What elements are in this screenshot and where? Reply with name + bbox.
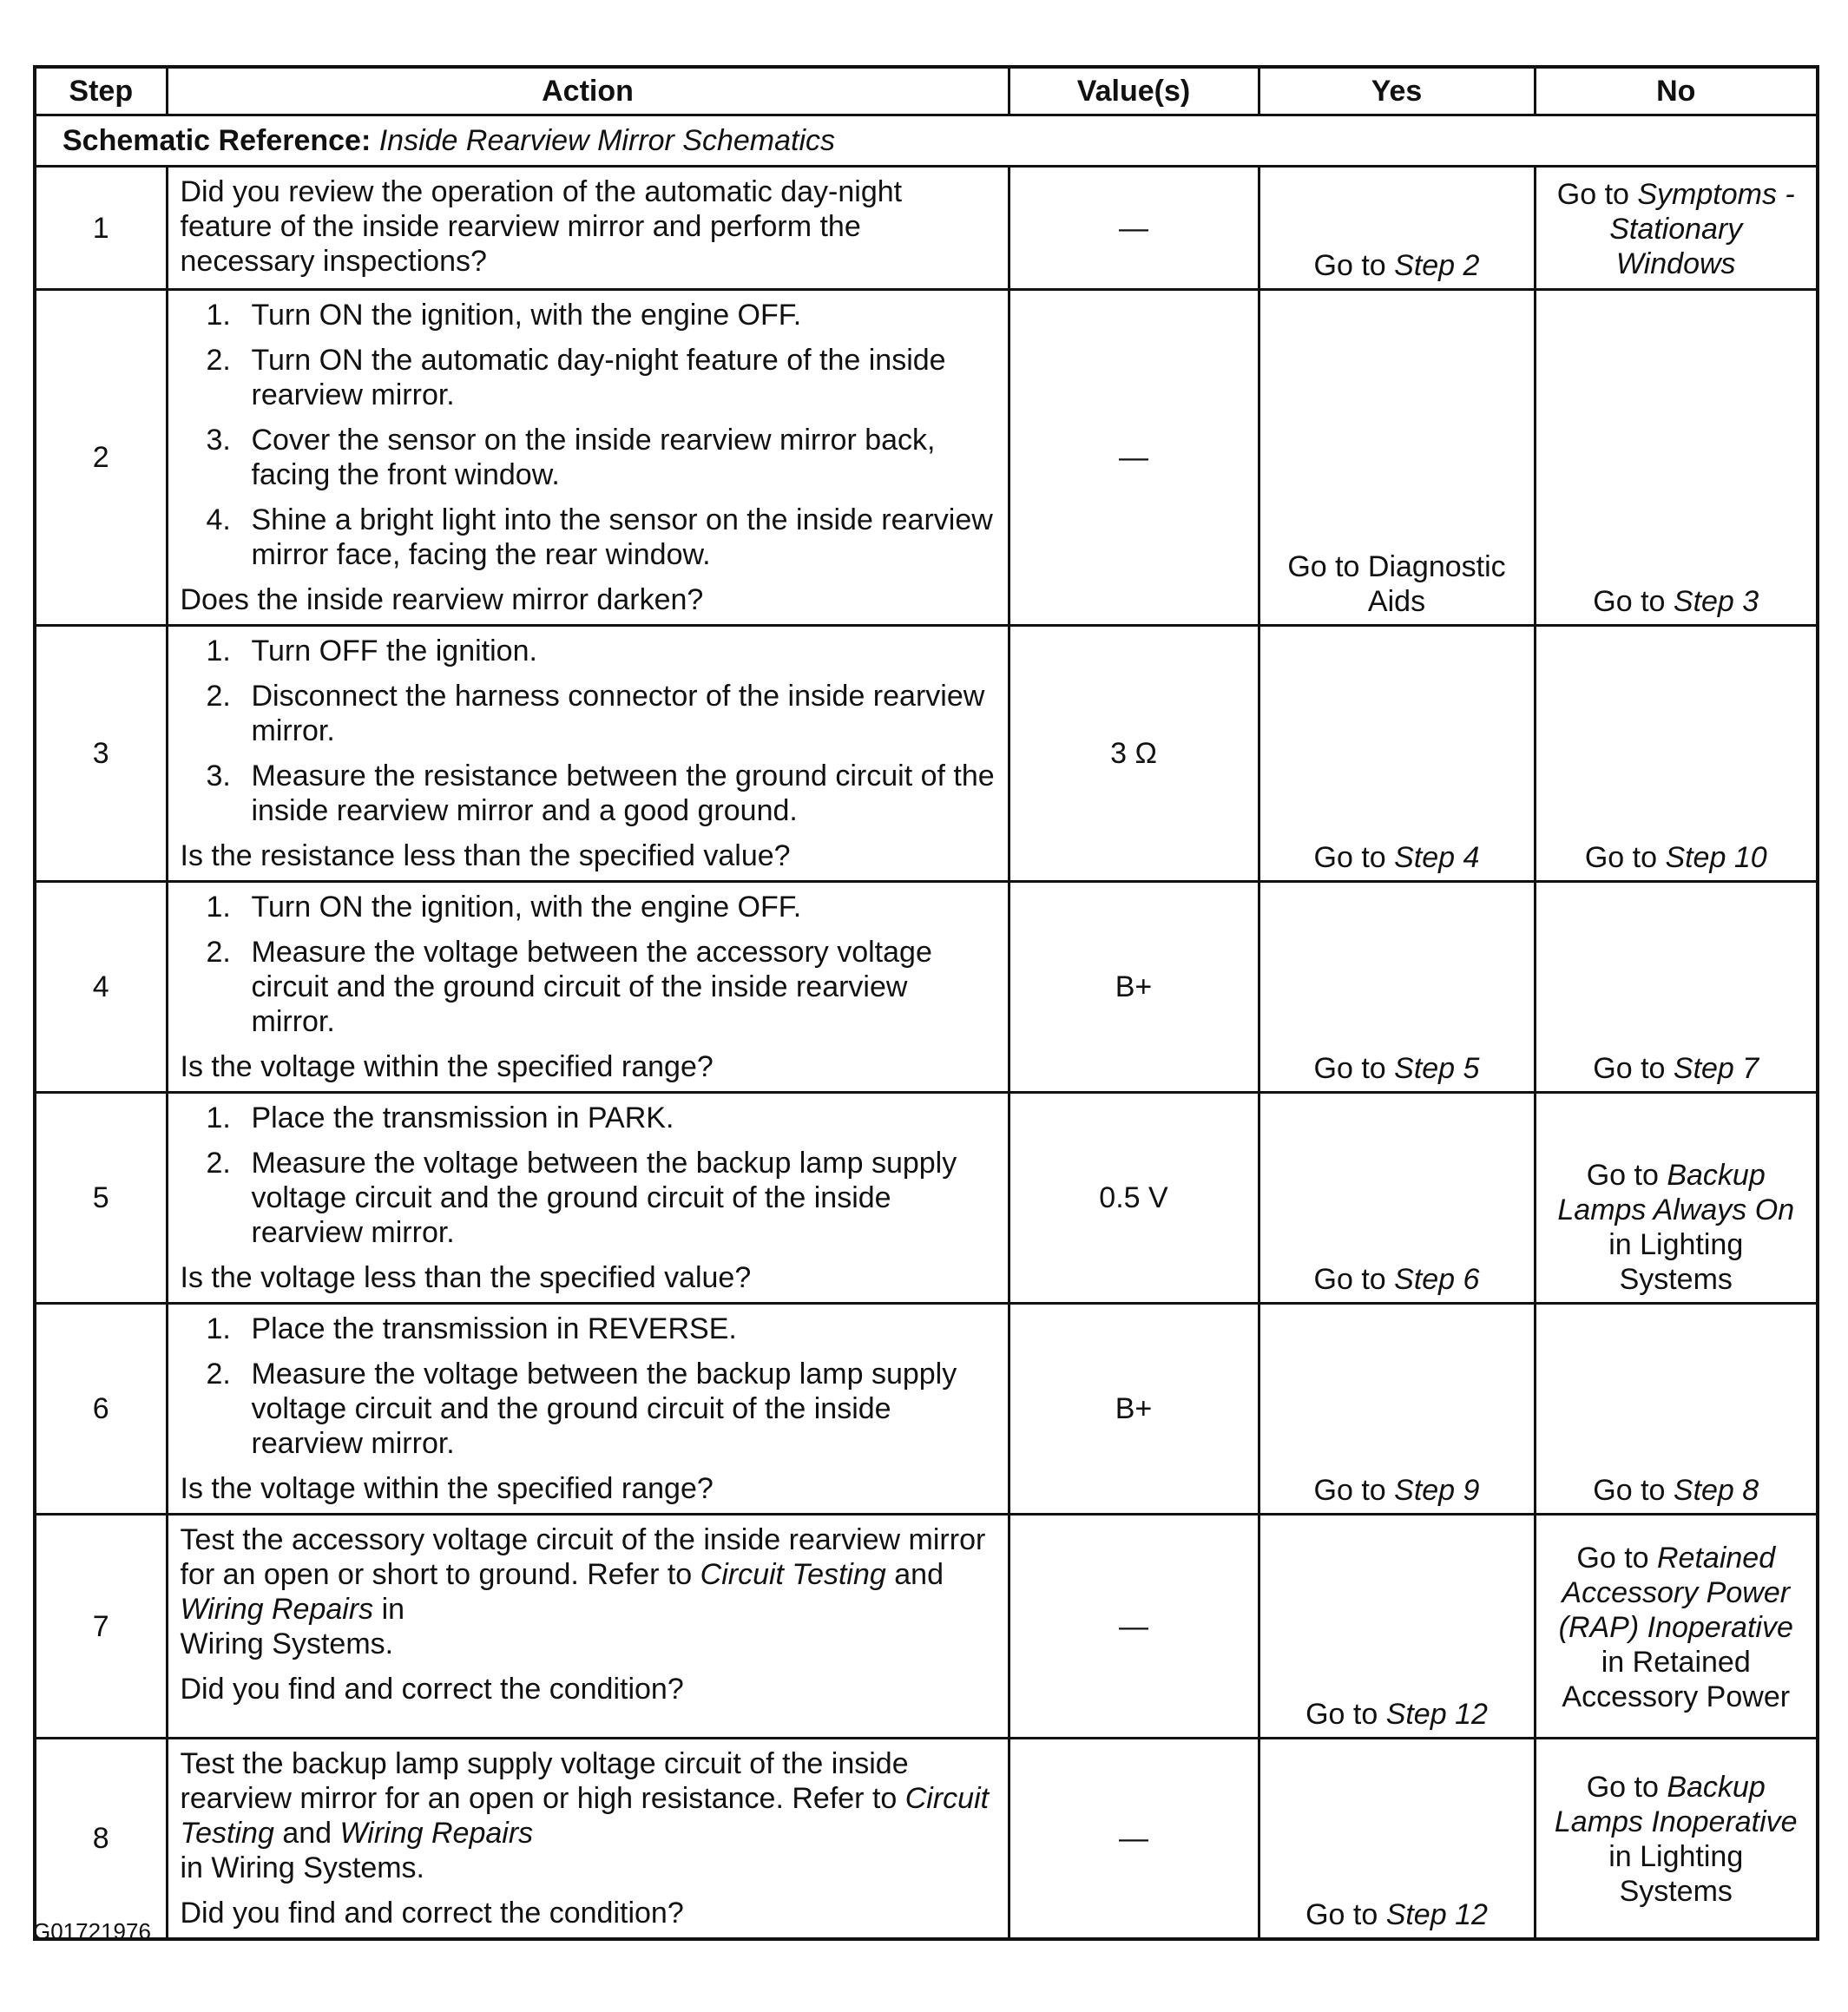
no-cell — [1535, 1739, 1818, 1940]
diagnostic-table — [33, 65, 1819, 1941]
no-cell — [1535, 1304, 1818, 1515]
no-suffix: in Lighting Systems — [1608, 1228, 1744, 1296]
substep-list — [181, 890, 996, 1039]
substep-item: 1. Place the transmission in REVERSE. — [206, 1312, 737, 1345]
no-prefix: Go to — [1593, 1052, 1674, 1085]
header-no: No — [1535, 67, 1818, 115]
no-cell — [1535, 1515, 1818, 1739]
no-prefix: Go to — [1586, 1771, 1667, 1804]
header-row — [35, 67, 1818, 115]
yes-prefix: Go to — [1313, 1052, 1395, 1085]
table-row — [35, 1304, 1818, 1515]
no-link[interactable]: Step 10 — [1665, 841, 1767, 874]
figure-id: G01721976 — [33, 1918, 151, 1944]
header-values: Value(s) — [1009, 67, 1259, 115]
action-cell — [167, 1739, 1009, 1940]
header-step: Step — [35, 67, 167, 115]
substep-item: 4. Shine a bright light into the sensor on the inside rearview mirror face, facing the rear window. — [206, 503, 993, 571]
no-prefix: Go to — [1584, 841, 1666, 874]
no-prefix: Go to — [1593, 1474, 1674, 1507]
action-cell — [167, 882, 1009, 1093]
substep-list — [181, 298, 996, 572]
yes-prefix: Go to — [1313, 1474, 1395, 1507]
action-cell — [167, 626, 1009, 882]
action-cell — [167, 167, 1009, 290]
no-link[interactable]: Step 7 — [1673, 1052, 1759, 1085]
value-cell: — — [1009, 1515, 1259, 1739]
yes-cell — [1259, 1304, 1535, 1515]
no-prefix: Go to — [1586, 1159, 1667, 1192]
action-text: Test the accessory voltage circuit of the inside rearview mirror for an open or short to ground. Refer to Circuit Testing and Wiring Repairs in Wiring Systems. — [180, 1523, 986, 1660]
substep-item: 2. Measure the voltage between the backup lamp supply voltage circuit and the ground circuit of the inside rearview mirror. — [206, 1147, 957, 1249]
action-cell — [167, 1093, 1009, 1304]
substep-item: 1. Turn OFF the ignition. — [206, 635, 537, 667]
substep-item: 1. Turn ON the ignition, with the engine OFF. — [206, 299, 802, 332]
action-text: Did you review the operation of the automatic day-night feature of the inside rearview mirror and perform the necessary inspections? — [180, 175, 903, 278]
action-cell — [167, 290, 1009, 626]
yes-cell — [1259, 290, 1535, 626]
table-row — [35, 1515, 1818, 1739]
yes-prefix: Go to — [1313, 249, 1395, 282]
no-suffix: in Retained Accessory Power — [1562, 1645, 1791, 1713]
yes-link[interactable]: Step 5 — [1394, 1052, 1480, 1085]
action-cell — [167, 1304, 1009, 1515]
schematic-reference — [35, 115, 1818, 167]
no-cell — [1535, 1093, 1818, 1304]
yes-cell — [1259, 626, 1535, 882]
value-cell: — — [1009, 290, 1259, 626]
yes-cell — [1259, 1093, 1535, 1304]
yes-cell — [1259, 1515, 1535, 1739]
substep-item: 1. Turn ON the ignition, with the engine OFF. — [206, 891, 802, 924]
question-text: Is the voltage less than the specified value? — [180, 1261, 752, 1294]
value-cell: — — [1009, 167, 1259, 290]
value-cell: 3 Ω — [1009, 626, 1259, 882]
no-link[interactable]: Backup Lamps Inoperative — [1554, 1771, 1798, 1838]
header-action: Action — [167, 67, 1009, 115]
yes-cell — [1259, 167, 1535, 290]
question-text: Is the voltage within the specified range? — [180, 1472, 714, 1505]
substep-item: 2. Turn ON the automatic day-night feature of the inside rearview mirror. — [206, 344, 946, 411]
no-link[interactable]: Symptoms - Stationary Windows — [1609, 177, 1795, 280]
yes-cell — [1259, 882, 1535, 1093]
table-row — [35, 290, 1818, 626]
question-text: Did you find and correct the condition? — [180, 1673, 684, 1706]
no-cell — [1535, 626, 1818, 882]
table-row — [35, 626, 1818, 882]
step-number: 7 — [35, 1515, 167, 1739]
no-link[interactable]: Retained Accessory Power (RAP) Inoperative — [1558, 1541, 1793, 1644]
substep-item: 1. Place the transmission in PARK. — [206, 1101, 674, 1134]
no-suffix: in Lighting Systems — [1608, 1840, 1744, 1908]
value-cell: 0.5 V — [1009, 1093, 1259, 1304]
step-number: 1 — [35, 167, 167, 290]
no-cell — [1535, 290, 1818, 626]
no-link[interactable]: Backup Lamps Always On — [1557, 1159, 1795, 1226]
table-row — [35, 882, 1818, 1093]
substep-item: 2. Measure the voltage between the backup lamp supply voltage circuit and the ground circuit of the inside rearview mirror. — [206, 1358, 957, 1460]
yes-cell — [1259, 1739, 1535, 1940]
substep-item: 3. Cover the sensor on the inside rearview mirror back, facing the front window. — [206, 424, 936, 491]
yes-link[interactable]: Step 4 — [1394, 841, 1480, 874]
step-number: 4 — [35, 882, 167, 1093]
no-link[interactable]: Step 3 — [1673, 585, 1759, 618]
action-text: Test the backup lamp supply voltage circuit of the inside rearview mirror for an open or high resistance. Refer to Circuit Testing and Wiring Repairs in Wiring Systems. — [180, 1747, 990, 1884]
header-yes: Yes — [1259, 67, 1535, 115]
yes-link[interactable]: Step 12 — [1385, 1698, 1488, 1731]
substep-item: 2. Measure the voltage between the accessory voltage circuit and the ground circuit of the inside rearview mirror. — [206, 936, 932, 1038]
schematic-reference-row — [35, 115, 1818, 167]
action-cell — [167, 1515, 1009, 1739]
substep-list — [181, 1101, 996, 1250]
no-cell — [1535, 167, 1818, 290]
value-cell: B+ — [1009, 1304, 1259, 1515]
step-number: 2 — [35, 290, 167, 626]
yes-prefix: Go to — [1305, 1698, 1386, 1731]
no-prefix: Go to — [1576, 1541, 1657, 1575]
circuit-testing-link[interactable]: Circuit Testing — [180, 1782, 990, 1850]
step-number: 3 — [35, 626, 167, 882]
substep-item: 2. Disconnect the harness connector of the inside rearview mirror. — [206, 680, 985, 747]
table-row — [35, 1739, 1818, 1940]
schematic-reference-label: Schematic Reference: — [62, 124, 372, 157]
question-text: Does the inside rearview mirror darken? — [180, 583, 704, 616]
yes-prefix: Go to — [1313, 1263, 1395, 1296]
substep-item: 3. Measure the resistance between the ground circuit of the inside rearview mirror and a good ground. — [206, 759, 995, 827]
yes-prefix: Go to — [1313, 841, 1395, 874]
table-row — [35, 1093, 1818, 1304]
table-row — [35, 167, 1818, 290]
step-number: 8 — [35, 1739, 167, 1940]
value-cell: — — [1009, 1739, 1259, 1940]
yes-link[interactable]: Step 2 — [1394, 249, 1480, 282]
wiring-repairs-link[interactable]: Wiring Repairs — [339, 1817, 534, 1850]
step-number: 6 — [35, 1304, 167, 1515]
wiring-repairs-link[interactable]: Wiring Repairs — [180, 1593, 374, 1626]
schematic-reference-link[interactable]: Inside Rearview Mirror Schematics — [378, 124, 835, 157]
diagnostic-table-sheet — [33, 65, 1816, 1941]
step-number: 5 — [35, 1093, 167, 1304]
circuit-testing-link[interactable]: Circuit Testing — [700, 1558, 886, 1591]
yes-prefix: Go to — [1305, 1898, 1386, 1931]
question-text: Did you find and correct the condition? — [180, 1897, 684, 1930]
no-cell — [1535, 882, 1818, 1093]
no-link[interactable]: Step 8 — [1673, 1474, 1759, 1507]
yes-link[interactable]: Go to Diagnostic Aids — [1287, 550, 1506, 618]
yes-link[interactable]: Step 9 — [1394, 1474, 1480, 1507]
yes-link[interactable]: Step 12 — [1385, 1898, 1488, 1931]
no-prefix: Go to — [1593, 585, 1674, 618]
no-prefix: Go to — [1556, 177, 1638, 211]
question-text: Is the resistance less than the specified value? — [180, 839, 791, 872]
substep-list — [181, 1312, 996, 1461]
substep-list — [181, 634, 996, 828]
question-text: Is the voltage within the specified range? — [180, 1050, 714, 1083]
value-cell: B+ — [1009, 882, 1259, 1093]
yes-link[interactable]: Step 6 — [1394, 1263, 1480, 1296]
